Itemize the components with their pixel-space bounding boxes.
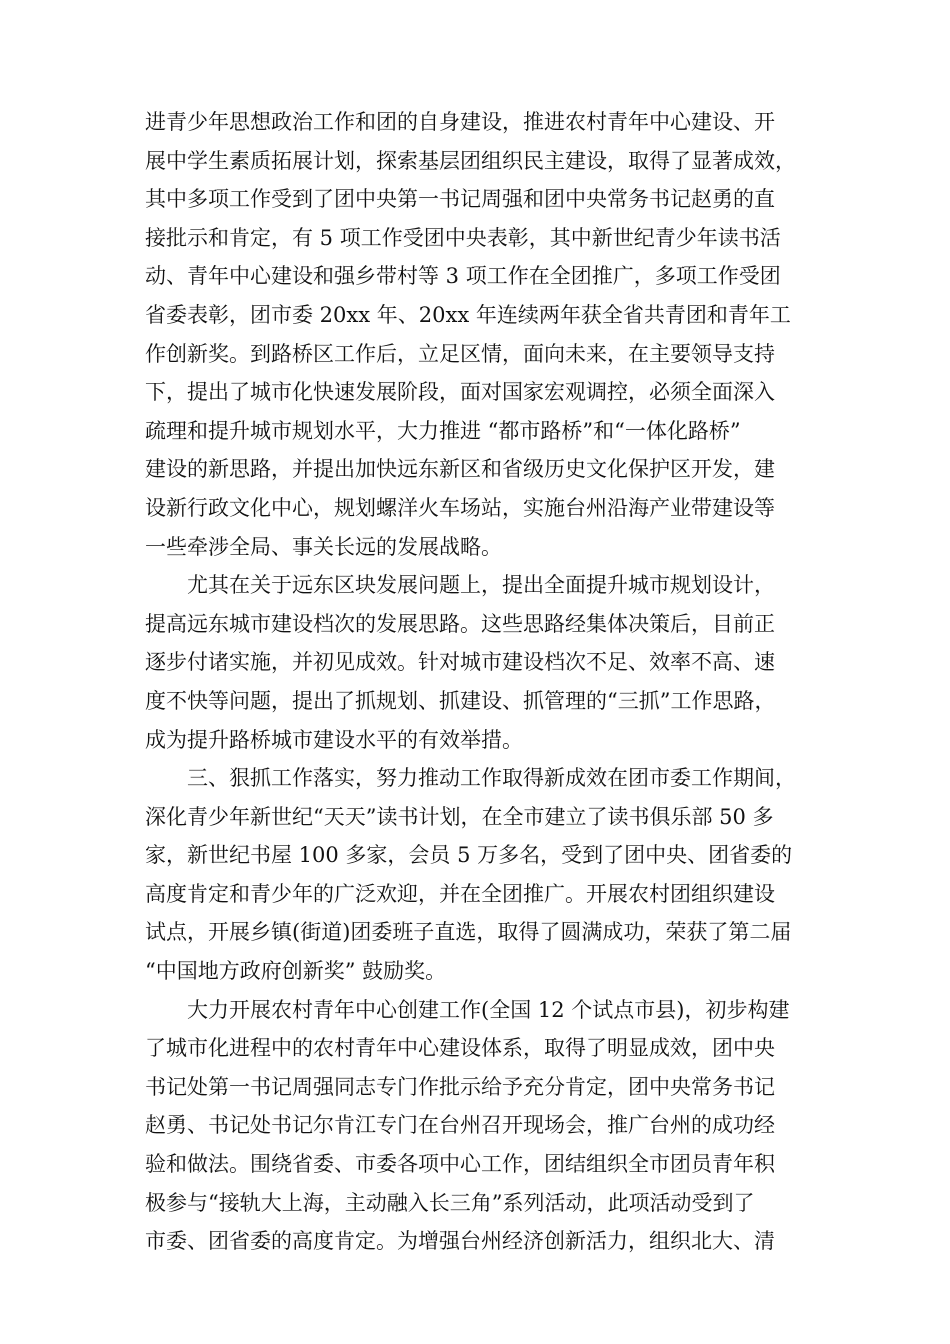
text-line: 书记处第一书记周强同志专门作批示给予充分肯定，团中央常务书记	[145, 1074, 775, 1099]
paragraph	[145, 759, 815, 991]
text-line: 极参与“接轨大上海，主动融入长三角”系列活动，此项活动受到了	[145, 1190, 755, 1215]
text-line: 深化青少年新世纪“天天”读书计划，在全市建立了读书俱乐部 50 多	[145, 804, 774, 829]
document-body	[145, 103, 815, 1261]
paragraph	[145, 991, 815, 1261]
text-line: 市委、团省委的高度肯定。为增强台州经济创新活力，组织北大、清	[145, 1229, 775, 1254]
text-line: 设新行政文化中心，规划螺洋火车场站，实施台州沿海产业带建设等	[145, 495, 775, 520]
text-line: 建设的新思路，并提出加快远东新区和省级历史文化保护区开发，建	[145, 457, 775, 482]
text-line: 展中学生素质拓展计划，探索基层团组织民主建设，取得了显著成效，	[145, 148, 796, 173]
text-line: 疏理和提升城市规划水平，大力推进 “都市路桥”和“一体化路桥”	[145, 418, 741, 443]
text-line: 下，提出了城市化快速发展阶段，面对国家宏观调控，必须全面深入	[145, 380, 775, 405]
text-line: 高度肯定和青少年的广泛欢迎，并在全团推广。开展农村团组织建设	[145, 881, 775, 906]
text-line: 家，新世纪书屋 100 多家，会员 5 万多名，受到了团中央、团省委的	[145, 843, 793, 868]
text-line: 接批示和肯定，有 5 项工作受团中央表彰，其中新世纪青少年读书活	[145, 225, 781, 250]
text-line: 逐步付诸实施，并初见成效。针对城市建设档次不足、效率不高、速	[145, 650, 775, 675]
text-line: 度不快等问题，提出了抓规划、抓建设、抓管理的“三抓”工作思路，	[145, 688, 776, 713]
text-line: 了城市化进程中的农村青年中心建设体系，取得了明显成效，团中央	[145, 1036, 775, 1061]
text-line: 尤其在关于远东区块发展问题上，提出全面提升城市规划设计，	[187, 573, 775, 598]
text-line: 动、青年中心建设和强乡带村等 3 项工作在全团推广，多项工作受团	[145, 264, 781, 289]
paragraph	[145, 103, 815, 566]
text-line: 其中多项工作受到了团中央第一书记周强和团中央常务书记赵勇的直	[145, 187, 775, 212]
paragraph	[145, 566, 815, 759]
text-line: 三、狠抓工作落实，努力推动工作取得新成效在团市委工作期间，	[187, 766, 796, 791]
text-line: 一些牵涉全局、事关长远的发展战略。	[145, 534, 502, 559]
text-line: 试点，开展乡镇(街道)团委班子直选，取得了圆满成功，荣获了第二届	[145, 920, 792, 945]
text-line: 大力开展农村青年中心创建工作(全国 12 个试点市县)，初步构建	[187, 997, 790, 1022]
text-line: 验和做法。围绕省委、市委各项中心工作，团结组织全市团员青年积	[145, 1152, 775, 1177]
text-line: 进青少年思想政治工作和团的自身建设，推进农村青年中心建设、开	[145, 110, 775, 134]
text-line: 赵勇、书记处书记尔肯江专门在台州召开现场会，推广台州的成功经	[145, 1113, 775, 1138]
text-line: 作创新奖。到路桥区工作后，立足区情，面向未来，在主要领导支持	[145, 341, 775, 366]
text-line: 提高远东城市建设档次的发展思路。这些思路经集体决策后，目前正	[145, 611, 775, 636]
text-line: 成为提升路桥城市建设水平的有效举措。	[145, 727, 523, 752]
text-line: 省委表彰，团市委 20xx 年、20xx 年连续两年获全省共青团和青年工	[145, 302, 791, 327]
text-line: “中国地方政府创新奖” 鼓励奖。	[145, 959, 447, 984]
